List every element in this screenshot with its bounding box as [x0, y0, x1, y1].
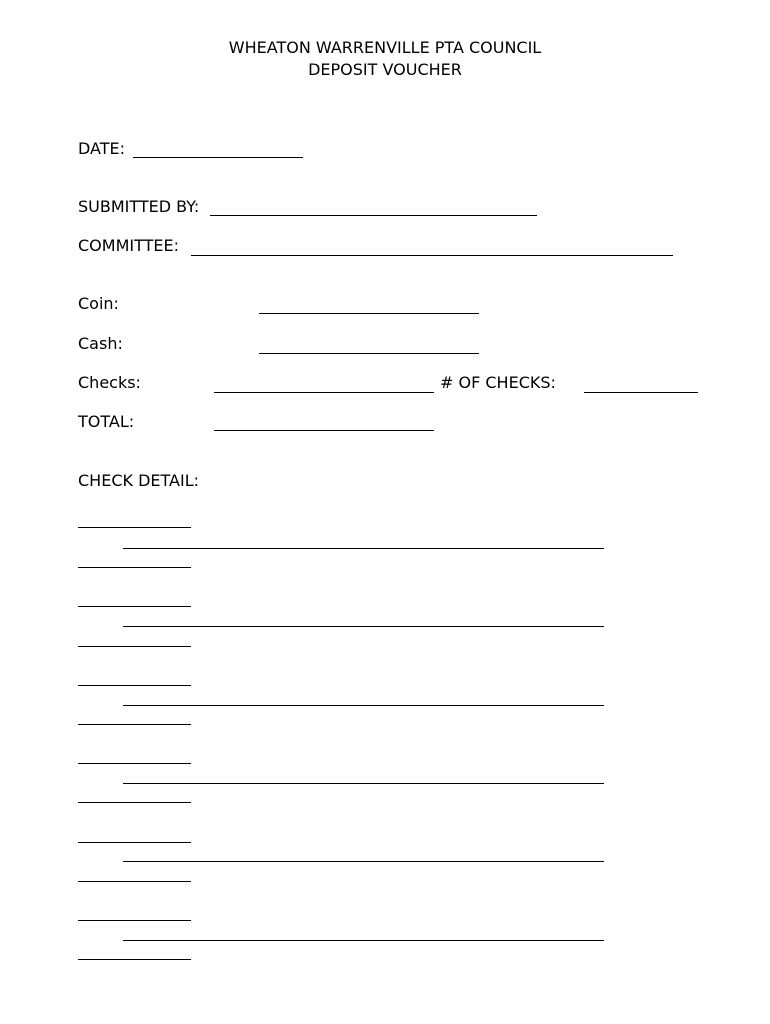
- date-label: DATE:: [78, 139, 126, 158]
- num-checks-label: # OF CHECKS:: [440, 373, 556, 392]
- check-entry-first-field[interactable]: [78, 763, 191, 764]
- check-entry-middle-field[interactable]: [123, 940, 604, 941]
- date-field[interactable]: [133, 157, 303, 158]
- cash-field[interactable]: [259, 353, 479, 354]
- check-entry-middle-field[interactable]: [123, 548, 604, 549]
- check-entry-first-field[interactable]: [78, 920, 191, 921]
- submitted-by-field[interactable]: [210, 215, 537, 216]
- check-entry-first-field[interactable]: [78, 527, 191, 528]
- check-entry-last-field[interactable]: [78, 724, 191, 725]
- check-entry-middle-field[interactable]: [123, 783, 604, 784]
- check-entry-last-field[interactable]: [78, 881, 191, 882]
- check-entry-first-field[interactable]: [78, 842, 191, 843]
- total-field[interactable]: [214, 430, 434, 431]
- coin-field[interactable]: [259, 313, 479, 314]
- committee-label: COMMITTEE:: [78, 236, 179, 255]
- check-entry-middle-field[interactable]: [123, 626, 604, 627]
- check-entry-last-field[interactable]: [78, 959, 191, 960]
- org-name: WHEATON WARRENVILLE PTA COUNCIL: [228, 38, 542, 57]
- num-checks-field[interactable]: [584, 392, 698, 393]
- checks-label: Checks:: [78, 373, 141, 392]
- check-entry-last-field[interactable]: [78, 567, 191, 568]
- coin-label: Coin:: [78, 294, 119, 313]
- form-title: DEPOSIT VOUCHER: [308, 60, 462, 79]
- total-label: TOTAL:: [78, 412, 135, 431]
- check-entry-last-field[interactable]: [78, 802, 191, 803]
- committee-field[interactable]: [191, 255, 673, 256]
- checks-field[interactable]: [214, 392, 434, 393]
- check-entry-first-field[interactable]: [78, 685, 191, 686]
- check-entry-last-field[interactable]: [78, 646, 191, 647]
- check-detail-label: CHECK DETAIL:: [78, 471, 199, 490]
- cash-label: Cash:: [78, 334, 123, 353]
- submitted-by-label: SUBMITTED BY:: [78, 197, 200, 216]
- check-entry-middle-field[interactable]: [123, 705, 604, 706]
- check-entry-middle-field[interactable]: [123, 861, 604, 862]
- check-entry-first-field[interactable]: [78, 606, 191, 607]
